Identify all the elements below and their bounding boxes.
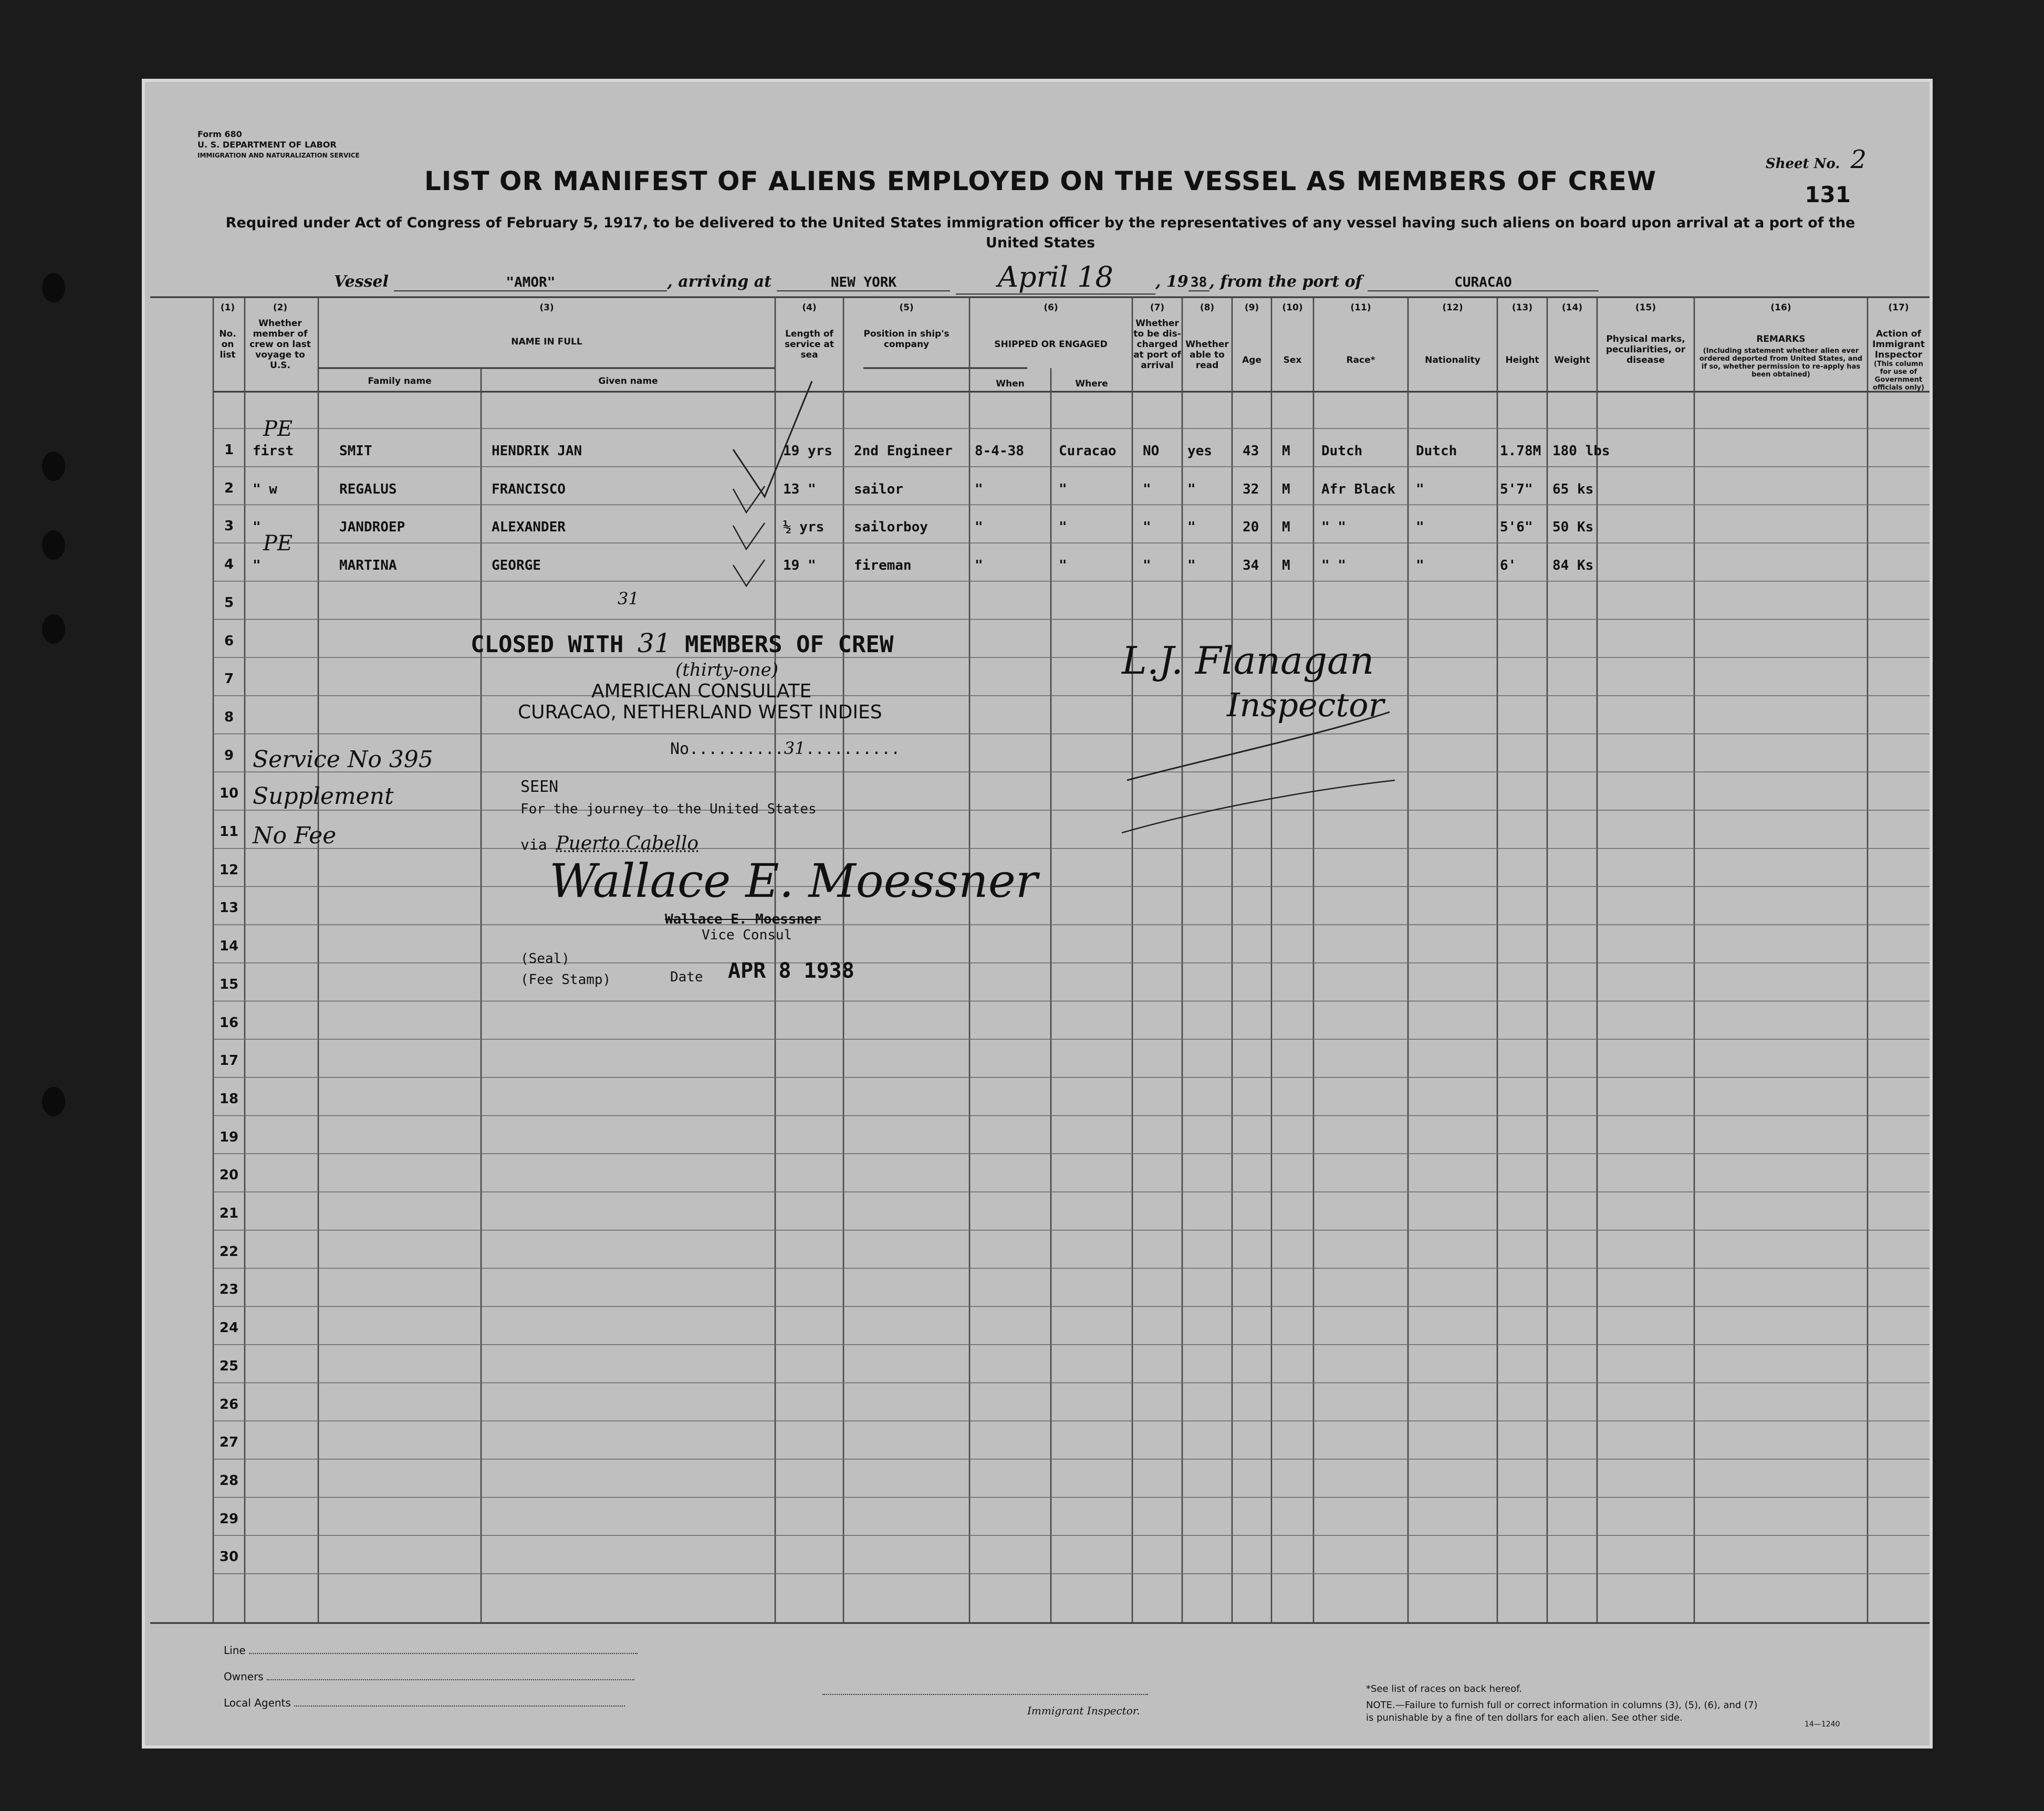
col-num-2: (2) <box>273 302 288 313</box>
punch-hole <box>42 530 65 560</box>
arrival-year: 38 <box>1188 275 1209 291</box>
closed-stamp <box>471 628 893 658</box>
row-number: 5 <box>224 594 234 611</box>
row-number: 19 <box>219 1129 239 1145</box>
cell-given: ALEXANDER <box>492 519 566 536</box>
vice-consul-typed-name: Wallace E. Moessner <box>665 912 821 927</box>
cell-sex: M <box>1282 481 1290 497</box>
col-when: When <box>996 379 1025 389</box>
cell-height: 5'7" <box>1500 481 1533 497</box>
inspector-title: Inspector <box>1227 686 1384 724</box>
row-number: 22 <box>219 1243 239 1260</box>
row-number: 1 <box>224 442 234 458</box>
col-action-note: (This column for use of Government officials only) <box>1872 360 1925 392</box>
cell-race: Dutch <box>1321 443 1363 459</box>
cell-when: " <box>975 558 983 574</box>
document-subtitle: Required under Act of Congress of February 5, 1917, to be delivered to the United States immigration officer by the representatives of any vessel having such aliens on board upon arrival at a port of the United States <box>225 215 1855 251</box>
cell-age: 20 <box>1243 519 1259 536</box>
cell-nationality: Dutch <box>1416 443 1457 459</box>
via-value: Puerto Cabello <box>556 833 699 854</box>
cell-nationality: " <box>1416 481 1424 497</box>
row-number: 13 <box>219 900 239 916</box>
immigrant-inspector-label: Immigrant Inspector. <box>1027 1704 1140 1717</box>
cell-family: SMIT <box>339 443 372 459</box>
punch-hole <box>42 452 65 481</box>
cell-nationality: " <box>1416 558 1424 574</box>
cell-when: " <box>975 481 983 497</box>
cell-service: 19 " <box>783 558 816 574</box>
col-num-14: (14) <box>1561 302 1583 313</box>
cell-read: " <box>1187 481 1196 497</box>
cell-race: " " <box>1321 519 1346 536</box>
supplement-note: Supplement <box>253 783 394 810</box>
cell-position: 2nd Engineer <box>854 443 953 459</box>
year-label: , 19 <box>1155 273 1188 291</box>
row-number: 29 <box>219 1511 239 1527</box>
cell-discharged: " <box>1143 481 1151 497</box>
row-number: 27 <box>219 1435 239 1451</box>
owners-label: Owners <box>224 1670 264 1683</box>
via-line <box>520 833 698 854</box>
row-number: 20 <box>219 1167 239 1184</box>
cell-crew: " <box>253 558 261 574</box>
row-number: 12 <box>219 862 239 878</box>
footer-agents <box>224 1697 625 1709</box>
departure-port: CURACAO <box>1368 275 1599 291</box>
cell-service: 19 yrs <box>783 443 832 459</box>
col-num-15: (15) <box>1635 302 1656 313</box>
penalty-note: NOTE.—Failure to furnish full or correct information in columns (3), (5), (6), and (7) is punishable by a fine of ten dollars for each alien. See other side. <box>1366 1700 1758 1723</box>
page-number: 131 <box>1805 182 1851 207</box>
col-action: Action of Immigrant Inspector <box>1872 329 1925 360</box>
col-num-17: (17) <box>1888 302 1909 313</box>
cell-given: HENDRIK JAN <box>492 443 582 459</box>
punch-hole <box>42 1087 65 1116</box>
row-number: 16 <box>219 1014 239 1031</box>
cell-nationality: " <box>1416 519 1424 536</box>
col-able-read: Whether able to read <box>1185 339 1229 371</box>
consulate-name: AMERICAN CONSULATE <box>591 681 812 702</box>
vice-consul-signature: Wallace E. Moessner <box>549 854 1038 908</box>
col-num-12: (12) <box>1442 302 1463 313</box>
cell-crew: " <box>253 519 261 536</box>
row-number: 7 <box>224 671 234 687</box>
cell-age: 32 <box>1243 481 1259 497</box>
fee-stamp-label: (Fee Stamp) <box>520 972 611 988</box>
cell-sex: M <box>1282 519 1290 536</box>
cell-sex: M <box>1282 443 1290 459</box>
cell-height: 5'6" <box>1500 519 1533 536</box>
row-number: 14 <box>219 938 239 955</box>
cell-when: 8-4-38 <box>975 443 1024 459</box>
row-number: 15 <box>219 976 239 992</box>
row-number: 17 <box>219 1053 239 1069</box>
col-num-4: (4) <box>802 302 817 313</box>
cell-sex: M <box>1282 558 1290 574</box>
vice-consul-title: Vice Consul <box>702 927 792 943</box>
cell-weight: 65 ks <box>1552 481 1594 497</box>
consulate-location: CURACAO, NETHERLAND WEST INDIES <box>518 702 882 723</box>
vessel-label: Vessel <box>334 273 389 291</box>
service-name: IMMIGRATION AND NATURALIZATION SERVICE <box>197 152 360 159</box>
department-name: U. S. DEPARTMENT OF LABOR <box>197 140 337 150</box>
no-fee-note: No Fee <box>253 822 337 849</box>
cell-position: sailor <box>854 481 903 497</box>
cell-read: " <box>1187 519 1196 536</box>
col-given-name: Given name <box>598 376 658 386</box>
cell-service: ½ yrs <box>783 519 825 536</box>
row-number: 2 <box>224 480 234 496</box>
races-note: *See list of races on back hereof. <box>1366 1683 1522 1694</box>
col-weight: Weight <box>1554 355 1590 365</box>
form-number: Form 680 <box>197 129 242 139</box>
col-num-10: (10) <box>1282 302 1303 313</box>
from-label: , from the port of <box>1209 273 1362 291</box>
service-number: Service No 395 <box>253 746 433 773</box>
cell-weight: 50 Ks <box>1552 519 1594 536</box>
inspector-signature: L.J. Flanagan <box>1122 638 1374 683</box>
cell-discharged: " <box>1143 558 1151 574</box>
closed-count: 31 <box>637 628 671 658</box>
col-nationality: Nationality <box>1425 355 1480 365</box>
cell-crew: " w <box>253 481 277 497</box>
col-num-7: (7) <box>1150 302 1165 313</box>
date-label: Date <box>670 969 703 985</box>
cell-age: 34 <box>1243 558 1259 574</box>
cell-discharged: " <box>1143 519 1151 536</box>
cell-family: MARTINA <box>339 558 397 574</box>
col-crew-last-voyage: Whether member of crew on last voyage to U.S. <box>249 318 311 371</box>
cell-where: " <box>1059 519 1067 536</box>
arrival-date: April 18 <box>956 260 1155 295</box>
cell-race: Afr Black <box>1321 481 1395 497</box>
col-discharged: Whether to be dis-charged at port of arrival <box>1133 318 1181 371</box>
cell-when: " <box>975 519 983 536</box>
cell-where: Curacao <box>1059 443 1117 459</box>
col-age: Age <box>1242 355 1261 365</box>
arriving-label: , arriving at <box>667 273 772 291</box>
cell-crew: first <box>253 443 294 459</box>
col-physical: Physical marks, peculiarities, or disease <box>1605 334 1686 365</box>
cell-mark: PE <box>263 417 293 441</box>
cell-service: 13 " <box>783 481 816 497</box>
cell-mark: PE <box>263 531 293 556</box>
col-family-name: Family name <box>368 376 432 386</box>
row-number: 8 <box>224 709 234 725</box>
cell-given: GEORGE <box>492 558 541 574</box>
row-number: 4 <box>224 557 234 573</box>
tally-number: 31 <box>618 589 639 609</box>
col-num-1: (1) <box>220 302 235 313</box>
cell-read: yes <box>1187 443 1212 459</box>
row-number: 9 <box>224 747 234 763</box>
closed-words: (thirty-one) <box>675 660 779 681</box>
stamp-date: APR 8 1938 <box>728 959 854 983</box>
row-number: 18 <box>219 1091 239 1107</box>
col-num-11: (11) <box>1350 302 1371 313</box>
row-number: 26 <box>219 1396 239 1412</box>
sheet-label: Sheet No. <box>1765 156 1840 172</box>
cell-height: 1.78M <box>1500 443 1541 459</box>
cell-family: REGALUS <box>339 481 397 497</box>
col-num-16: (16) <box>1770 302 1791 313</box>
punch-hole <box>42 614 65 644</box>
cell-age: 43 <box>1243 443 1259 459</box>
manifest-sheet <box>142 79 1933 1749</box>
col-num-8: (8) <box>1200 302 1215 313</box>
col-remarks: REMARKS <box>1756 334 1806 344</box>
row-number: 21 <box>219 1206 239 1221</box>
cell-given: FRANCISCO <box>492 481 566 497</box>
col-shipped: SHIPPED OR ENGAGED <box>994 339 1108 350</box>
consular-no-label: No. <box>670 740 699 758</box>
cell-weight: 180 lbs <box>1552 443 1610 459</box>
print-code: 14—1240 <box>1805 1720 1840 1729</box>
punch-hole <box>42 273 65 302</box>
col-num-13: (13) <box>1511 302 1533 313</box>
col-position: Position in ship's company <box>863 329 950 350</box>
cell-weight: 84 Ks <box>1552 558 1594 574</box>
via-label: via <box>520 836 547 853</box>
row-number: 10 <box>219 786 239 802</box>
cell-family: JANDROEP <box>339 519 405 536</box>
footer-owners <box>224 1670 634 1683</box>
col-num-3: (3) <box>539 302 554 313</box>
row-number: 25 <box>219 1358 239 1374</box>
col-sex: Sex <box>1283 355 1302 365</box>
col-remarks-note: (Including statement whether alien ever ordered deported from United States, and if so, whether permission to re-apply has been obtained) <box>1699 347 1863 379</box>
row-number: 11 <box>219 824 239 840</box>
row-number: 3 <box>224 518 234 535</box>
closed-suffix: MEMBERS OF CREW <box>685 631 894 658</box>
col-num-9: (9) <box>1244 302 1259 313</box>
col-num-6: (6) <box>1044 302 1058 313</box>
col-name-in-full: NAME IN FULL <box>511 337 582 347</box>
consular-no-value: 31 <box>784 738 806 758</box>
row-number: 23 <box>219 1282 239 1298</box>
journey-text: For the journey to the United States <box>520 801 817 817</box>
cell-discharged: NO <box>1143 443 1160 459</box>
cell-height: 6' <box>1500 558 1517 574</box>
cell-read: " <box>1187 558 1196 574</box>
sheet-value: 2 <box>1850 145 1866 174</box>
col-length-service: Length of service at sea <box>784 329 835 360</box>
cell-race: " " <box>1321 558 1346 574</box>
cell-position: sailorboy <box>854 519 928 536</box>
row-number: 28 <box>219 1472 239 1489</box>
col-race: Race* <box>1346 355 1375 365</box>
row-number: 30 <box>219 1549 239 1565</box>
row-number: 24 <box>219 1320 239 1336</box>
col-where: Where <box>1075 379 1108 389</box>
vessel-name: "AMOR" <box>394 275 667 291</box>
col-num-5: (5) <box>899 302 914 313</box>
cell-where: " <box>1059 481 1067 497</box>
line-label: Line <box>224 1644 246 1657</box>
manifest-grid <box>145 82 1930 1745</box>
row-number: 6 <box>224 633 234 649</box>
arrival-port: NEW YORK <box>777 275 950 291</box>
footer-line <box>224 1644 638 1657</box>
seal-label: (Seal) <box>520 951 570 967</box>
col-height: Height <box>1505 355 1539 365</box>
col-no-on-list: No. on list <box>219 329 236 360</box>
cell-position: fireman <box>854 558 912 574</box>
seen-label: SEEN <box>520 778 559 796</box>
document-title: LIST OR MANIFEST OF ALIENS EMPLOYED ON THE VESSEL AS MEMBERS OF CREW <box>424 166 1657 196</box>
cell-where: " <box>1059 558 1067 574</box>
closed-prefix: CLOSED WITH <box>471 631 624 658</box>
consular-number: No..........31.......... <box>670 738 901 758</box>
agents-label: Local Agents <box>224 1697 291 1709</box>
